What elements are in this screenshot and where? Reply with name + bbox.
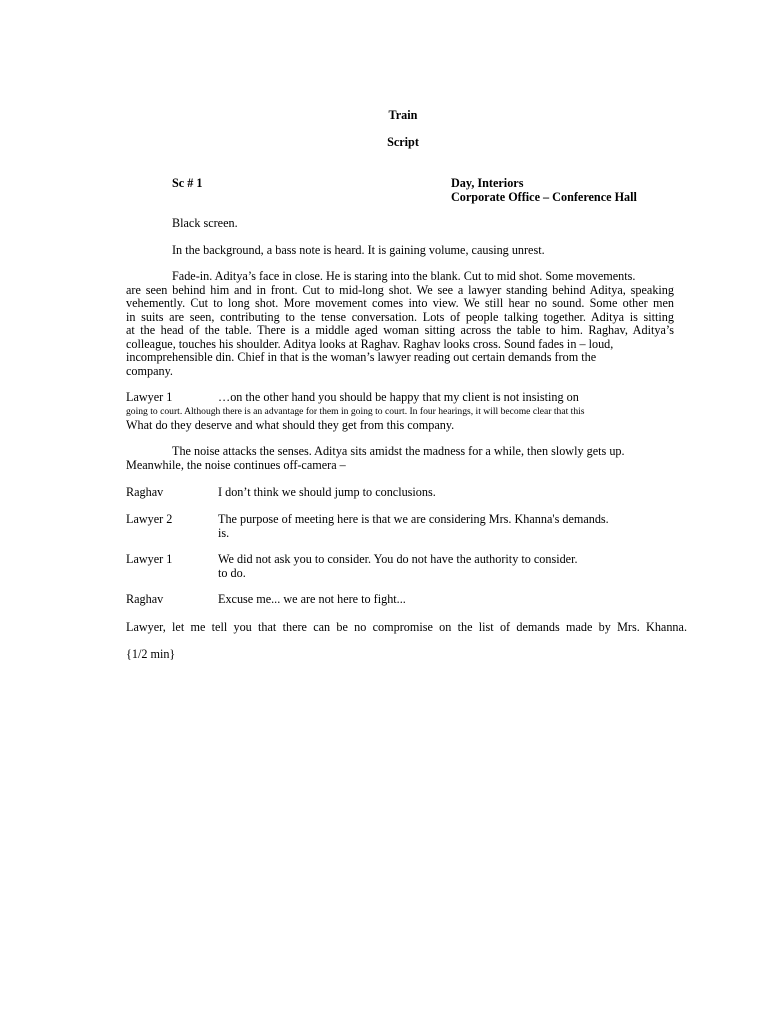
dialogue-speaker: Raghav [126,592,164,606]
scene-location: Corporate Office – Conference Hall [451,190,637,204]
dialogue-text: Excuse me... we are not here to fight... [218,592,406,606]
action-background: In the background, a bass note is heard. It is gaining volume, causing unrest. [172,243,545,257]
dialogue-text: …on the other hand you should be happy that my client is not insisting on [218,390,579,404]
script-title: Train [388,108,418,122]
action-fade-in [126,270,674,378]
dialogue-text: The purpose of meeting here is that we are considering Mrs. Khanna's demands. [218,512,609,526]
duration-note: {1/2 min} [126,647,176,661]
action-noise-line: The noise attacks the senses. Aditya sits amidst the madness for a while, then slowly gets up. [172,444,625,458]
dialogue-continuation: is. [218,526,230,540]
action-line: at the head of the table. There is a middle aged woman sitting across the table to him. Raghav, Aditya’s [126,323,674,337]
action-line: are seen behind him and in front. Cut to mid-long shot. We see a lawyer standing behind Aditya, speaking [126,282,674,297]
action-black-screen: Black screen. [172,216,238,230]
scene-number: Sc # 1 [172,176,203,190]
action-line: colleague, touches his shoulder. Aditya looks at Raghav. Raghav looks cross. Sound fades in – loud, [126,336,614,351]
dialogue-speaker: Lawyer 2 [126,512,173,526]
dialogue-text: We did not ask you to consider. You do not have the authority to consider. [218,552,578,566]
script-subtitle: Script [387,135,419,149]
action-line: incomprehensible din. Chief in that is the woman’s lawyer reading out certain demands from the [126,350,597,364]
scene-time: Day, Interiors [451,176,524,190]
dialogue-speaker: Raghav [126,485,164,499]
dialogue-small-text: going to court. Although there is an advantage for them in going to court. In four hearings, it will become clear that this [126,406,585,417]
action-line: vehemently. Cut to long shot. More movement comes into view. We still hear no sound. Some other men [126,296,674,310]
dialogue-speaker: Lawyer 1 [126,552,173,566]
dialogue-continuation: to do. [218,566,246,580]
action-line: Fade-in. Aditya’s face in close. He is staring into the blank. Cut to mid shot. Some movements. [172,269,636,283]
dialogue-text: I don’t think we should jump to conclusions. [218,485,436,499]
dialogue-continuation: What do they deserve and what should they get from this company. [126,418,455,432]
closing-line: Lawyer, let me tell you that there can be no compromise on the list of demands made by Mrs. Khanna. [126,620,687,634]
action-noise-line: Meanwhile, the noise continues off-camera – [126,458,346,472]
action-line: in suits are seen, contributing to the tense conversation. Lots of people talking together. Aditya is sitting [126,309,674,324]
dialogue-speaker: Lawyer 1 [126,390,173,404]
action-line: company. [126,363,173,378]
